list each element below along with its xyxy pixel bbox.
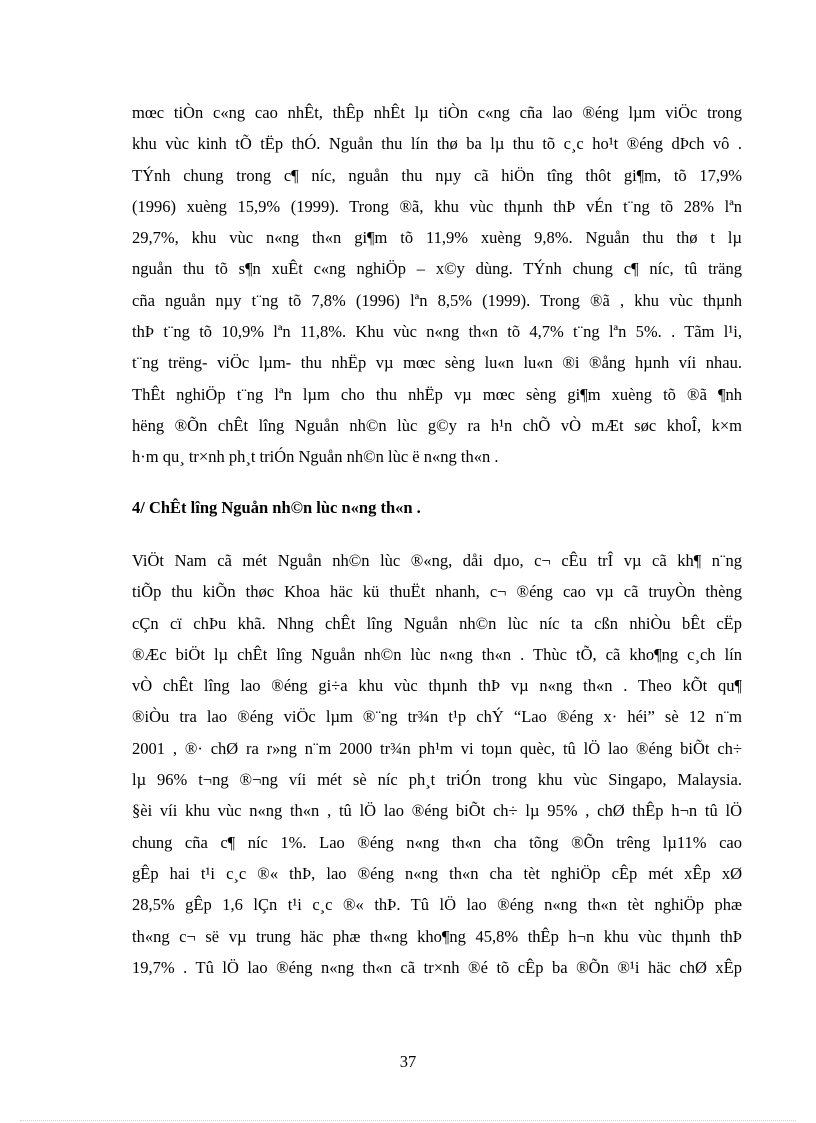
section-heading: 4/ ChÊt lîng Nguån nh©n lùc n«ng th«n . — [132, 498, 421, 517]
text-line: ViÖt Nam cã mét Nguån nh©n lùc ®«ng, dåi dµo, c¬ cÊu trÎ vµ cã kh¶ n¨ng — [132, 551, 742, 570]
text-line: khu vùc kinh tÕ tËp thÓ. Nguån thu lín thø ba lµ thu tõ c¸c ho¹t ®éng dÞch vô . — [132, 134, 742, 154]
paragraph-labor-quality — [132, 545, 742, 983]
page-number: 37 — [399, 1052, 417, 1071]
text-line: 2001 , ®· chØ ra r»ng n¨m 2000 tr¾n ph¹m vi toµn quèc, tû lÖ lao ®éng biÕt ch÷ — [132, 738, 742, 758]
text-line: gÊp hai t¹i c¸c ®« thÞ, lao ®éng n«ng th«n cha tèt nghiÖp cÊp mét xÊp xØ — [132, 863, 742, 883]
text-line: t¨ng trëng- viÖc lµm- thu nhËp vµ mœc sèng lu«n lu«n ®i ®ång hµnh víi nhau. — [132, 353, 742, 373]
page-bottom-divider — [20, 1120, 796, 1121]
text-line: ®iÒu tra lao ®éng viÖc lµm ®¨ng tr¾n t¹p chÝ “Lao ®éng x· héi” sè 12 n¨m — [132, 707, 742, 727]
paragraph-income-sources — [132, 97, 742, 473]
text-line: nguån thu tõ s¶n xuÊt c«ng nghiÖp – x©y dùng. TÝnh chung c¶ níc, tû träng — [132, 259, 742, 279]
text-line: h·m qu¸ tr×nh ph¸t triÓn Nguån nh©n lùc ë n«ng th«n . — [132, 447, 499, 467]
text-line: tiÕp thu kiÕn thøc Khoa häc kü thuËt nhanh, c¬ ®éng cao vµ cã truyÒn thèng — [132, 582, 742, 602]
text-line: (1996) xuèng 15,9% (1999). Trong ®ã, khu vùc thµnh thÞ vÉn t¨ng tõ 28% lªn — [132, 196, 742, 216]
text-line: §èi víi khu vùc n«ng th«n , tû lÖ lao ®éng biÕt ch÷ lµ 95% , chØ thÊp h¬n tû lÖ — [132, 801, 742, 821]
text-line: ®Æc biÖt lµ chÊt lîng Nguån nh©n lùc n«ng th«n . Thùc tÕ, cã kho¶ng c¸ch lín — [132, 644, 742, 664]
text-line: vÒ chÊt lîng lao ®éng gi÷a khu vùc thµnh thÞ vµ n«ng th«n . Theo kÕt qu¶ — [132, 676, 742, 696]
text-line: th«ng c¬ së vµ trung häc phæ th«ng kho¶ng 45,8% thÊp h¬n khu vùc thµnh thÞ — [132, 926, 742, 946]
text-line: chung cña c¶ níc 1%. Lao ®éng n«ng th«n cha tõng ®Õn trêng lµ11% cao — [132, 832, 742, 852]
text-line: lµ 96% t¬ng ®¬ng víi mét sè níc ph¸t triÓn trong khu vùc Singapo, Malaysia. — [132, 770, 742, 790]
text-line: cña nguån nµy t¨ng tõ 7,8% (1996) lªn 8,5% (1999). Trong ®ã , khu vùc thµnh — [132, 290, 742, 310]
text-line: 19,7% . Tû lÖ lao ®éng n«ng th«n cã tr×nh ®é tõ cÊp ba ®Õn ®¹i häc chØ xÊp — [132, 957, 742, 977]
text-line: ThÊt nghiÖp t¨ng lªn lµm cho thu nhËp vµ mœc sèng gi¶m xuèng tõ ®ã ¶nh — [132, 384, 742, 404]
text-line: cÇn cï chÞu khã. Nhng chÊt lîng Nguån nh©n lùc níc ta cßn nhiÒu bÊt cËp — [132, 613, 742, 633]
text-line: mœc tiÒn c«ng cao nhÊt, thÊp nhÊt lµ tiÒn c«ng cña lao ®éng lµm viÖc trong — [132, 103, 742, 122]
text-line: 28,5% gÊp 1,6 lÇn t¹i c¸c ®« thÞ. Tû lÖ lao ®éng n«ng th«n tèt nghiÖp phæ — [132, 895, 742, 915]
text-line: thÞ t¨ng tõ 10,9% lªn 11,8%. Khu vùc n«ng th«n tõ 4,7% t¨ng lªn 5%. . Tãm l¹i, — [132, 322, 742, 342]
text-line: 29,7%, khu vùc n«ng th«n gi¶m tõ 11,9% xuèng 9,8%. Nguån thu thø t lµ — [132, 228, 742, 248]
text-line: TÝnh chung trong c¶ níc, nguån thu nµy cã hiÖn tîng thôt gi¶m, tõ 17,9% — [132, 165, 742, 185]
text-line: hëng ®Õn chÊt lîng Nguån nh©n lùc g©y ra h¹n chÕ vÒ mÆt søc khoÎ, k×m — [132, 415, 742, 435]
